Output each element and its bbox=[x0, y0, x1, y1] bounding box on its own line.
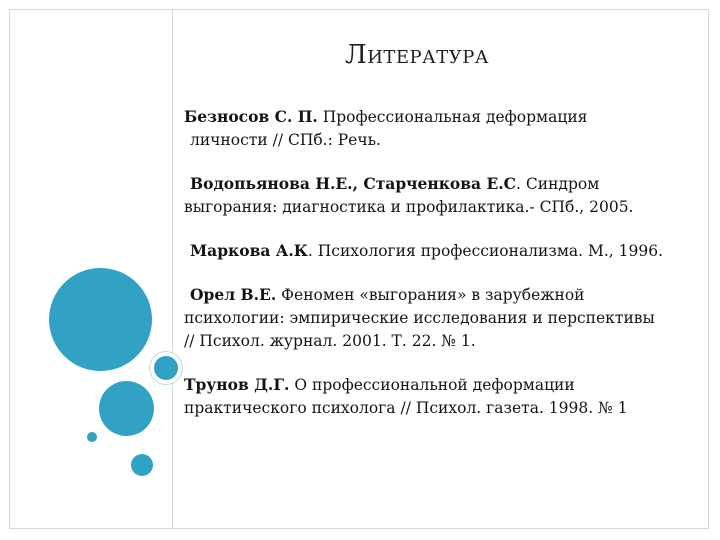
decor-circle-ringed bbox=[150, 352, 182, 384]
reference-authors: Трунов Д.Г. bbox=[184, 375, 290, 394]
reference-authors: Маркова А.К bbox=[190, 241, 308, 260]
reference-item bbox=[184, 283, 704, 353]
reference-text: Профессиональная деформация bbox=[317, 108, 588, 126]
reference-authors: Водопьянова Н.Е., Старченкова Е.С bbox=[190, 174, 517, 193]
reference-line bbox=[184, 283, 704, 307]
reference-text: Феномен «выгорания» в зарубежной bbox=[276, 286, 585, 304]
reference-text: . Синдром bbox=[516, 175, 600, 193]
reference-text: О профессиональной деформации bbox=[289, 376, 575, 394]
reference-line bbox=[184, 239, 704, 263]
reference-line: // Психол. журнал. 2001. Т. 22. № 1. bbox=[184, 332, 476, 350]
reference-line: практического психолога // Психол. газета. 1998. № 1 bbox=[184, 399, 628, 417]
slide-title: Литература bbox=[345, 40, 490, 70]
reference-text: . Психология профессионализма. М., 1996. bbox=[307, 242, 663, 260]
decor-circle-small bbox=[131, 454, 153, 476]
reference-line bbox=[184, 105, 704, 129]
reference-item bbox=[184, 239, 704, 263]
references-list bbox=[184, 105, 704, 420]
reference-authors: Орел В.Е. bbox=[190, 285, 277, 304]
decor-circle-large bbox=[49, 268, 152, 371]
reference-line bbox=[184, 373, 704, 397]
reference-line bbox=[184, 172, 704, 196]
reference-authors: Безносов С. П. bbox=[184, 107, 318, 126]
reference-item bbox=[184, 373, 704, 420]
reference-item bbox=[184, 172, 704, 219]
vertical-divider bbox=[172, 10, 173, 528]
decor-circle-medium bbox=[99, 381, 154, 436]
reference-item bbox=[184, 105, 704, 152]
reference-line: выгорания: диагностика и профилактика.- СПб., 2005. bbox=[184, 198, 634, 216]
decor-circle-tiny bbox=[87, 432, 97, 442]
reference-line: личности // СПб.: Речь. bbox=[190, 131, 381, 149]
reference-line: психологии: эмпирические исследования и перспективы bbox=[184, 309, 655, 327]
